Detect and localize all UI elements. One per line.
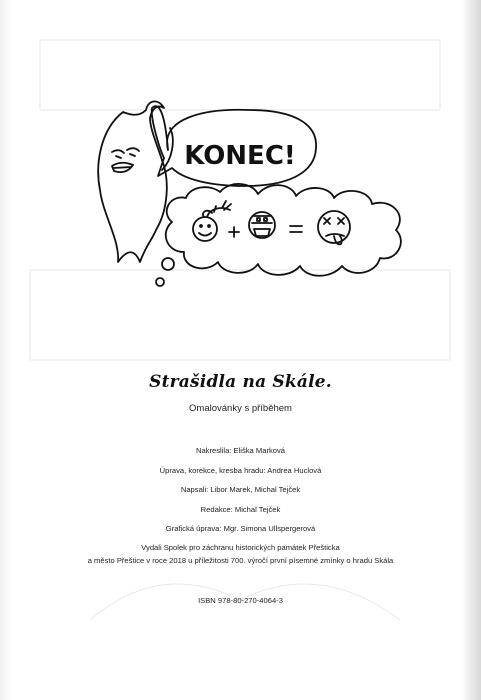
publisher-info	[0, 541, 481, 567]
book-subtitle: Omalovánky s příběhem	[189, 403, 292, 414]
publisher-line-2: a město Přeštice v roce 2018 u příležitosti 700. výročí první písemné zmínky o hradu Skála	[87, 556, 394, 565]
ghost-icon	[98, 101, 167, 262]
credit-graphic-design: Grafická úprava: Mgr. Simona Ullspergerová	[165, 524, 316, 533]
isbn: ISBN 978-80-270-4064-3	[198, 596, 283, 605]
credit-authors: Napsali: Libor Marek, Michal Tejček	[180, 485, 301, 494]
book-title: Strašidla na Skále.	[149, 372, 332, 392]
credit-illustrator: Nakreslila: Eliška Marková	[195, 446, 286, 455]
rose-icon	[207, 201, 231, 217]
publisher-line-1: Vydali Spolek pro záchranu historických památek Přešticka	[141, 543, 340, 552]
happy-face-icon	[193, 217, 217, 241]
credits-block	[0, 445, 481, 543]
credit-editing: Úprava, korekce, kresba hradu: Andrea Huclová	[159, 465, 322, 475]
credit-editor: Redakce: Michal Tejček	[200, 504, 281, 514]
speech-bubble-text: KONEC!	[184, 141, 296, 171]
thought-cloud	[166, 184, 401, 276]
